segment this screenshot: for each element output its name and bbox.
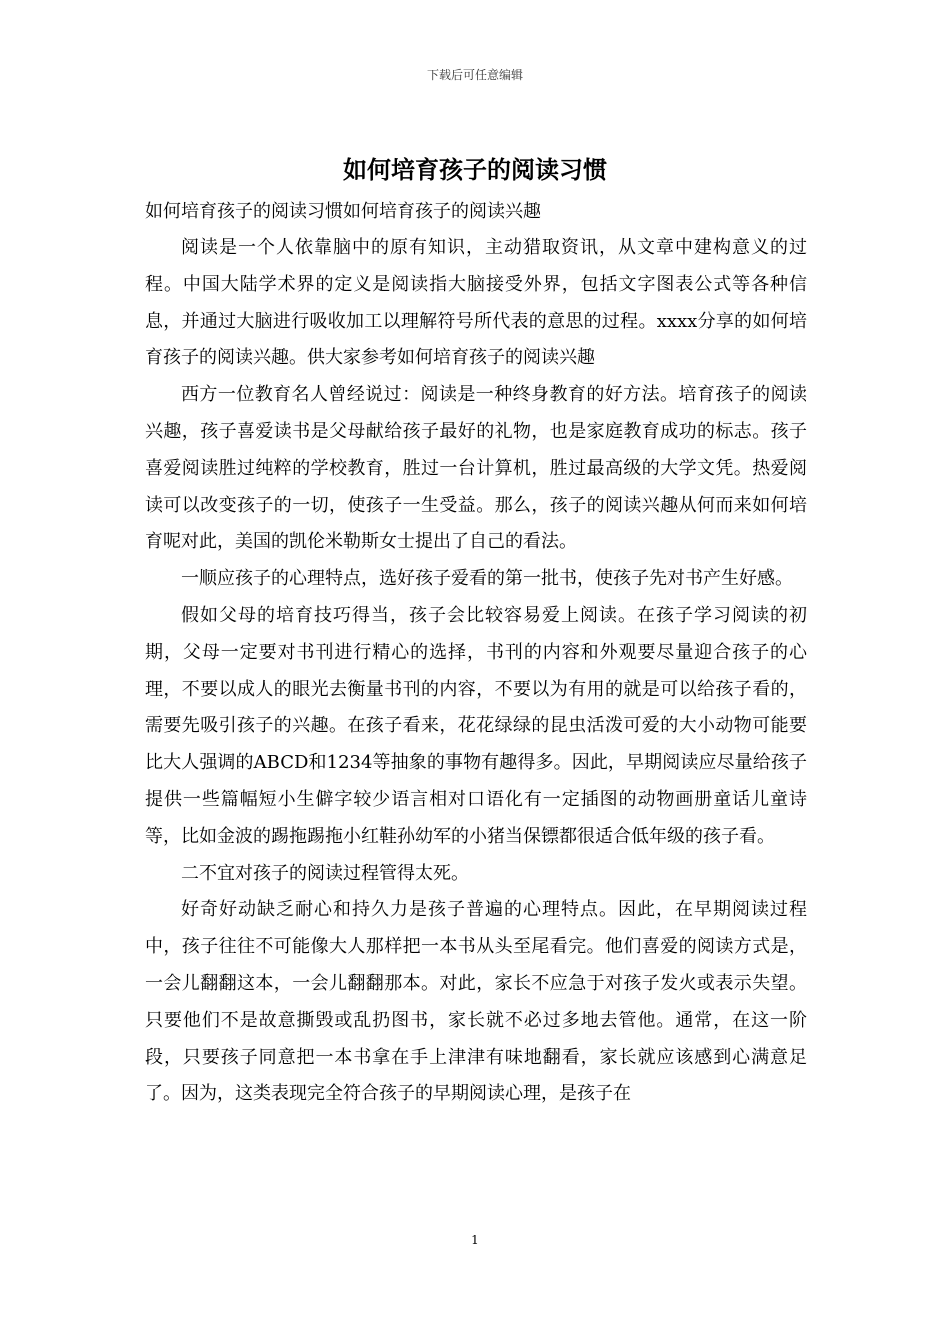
paragraph-6: 好奇好动缺乏耐心和持久力是孩子普遍的心理特点。因此，在早期阅读过程中，孩子往往不可能像大人那样把一本书从头至尾看完。他们喜爱的阅读方式是，一会儿翻翻这本，一会儿翻翻那本。对此，家长不应急于对孩子发火或表示失望。只要他们不是故意撕毁或乱扔图书，家长就不必过多地去管他。通常，在这一阶段，只要孩子同意把一本书拿在手上津津有味地翻看，家长就应该感到心满意足了。因为，这类表现完全符合孩子的早期阅读心理，是孩子在 xyxy=(145,899,807,1105)
paragraph-4: 假如父母的培育技巧得当，孩子会比较容易爱上阅读。在孩子学习阅读的初期，父母一定要对书刊进行精心的选择，书刊的内容和外观要尽量迎合孩子的心理，不要以成人的眼光去衡量书刊的内容，不要以为有用的就是可以给孩子看的，需要先吸引孩子的兴趣。在孩子看来，花花绿绿的昆虫活泼可爱的大小动物可能要比大人强调的ABCD和1234等抽象的事物有趣得多。因此，早期阅读应尽量给孩子提供一些篇幅短小生僻字较少语言相对口语化有一定插图的动物画册童话儿童诗等，比如金波的踢拖踢拖小红鞋孙幼军的小猪当保镖都很适合低年级的孩子看。 xyxy=(145,604,807,847)
paragraph-1: 阅读是一个人依靠脑中的原有知识，主动猎取资讯，从文章中建构意义的过程。中国大陆学术界的定义是阅读指大脑接受外界，包括文字图表公式等各种信息，并通过大脑进行吸收加工以理解符号所代表的意思的过程。xxxx分享的如何培育孩子的阅读兴趣。供大家参考如何培育孩子的阅读兴趣 xyxy=(145,237,807,369)
paragraph-3: 一顺应孩子的心理特点，选好孩子爱看的第一批书，使孩子先对书产生好感。 xyxy=(181,568,793,590)
paragraph-2: 西方一位教育名人曾经说过：阅读是一种终身教育的好方法。培育孩子的阅读兴趣，孩子喜爱读书是父母献给孩子最好的礼物，也是家庭教育成功的标志。孩子喜爱阅读胜过纯粹的学校教育，胜过一台计算机，胜过最高级的大学文凭。热爱阅读可以改变孩子的一切，使孩子一生受益。那么，孩子的阅读兴趣从何而来如何培育呢对此，美国的凯伦米勒斯女士提出了自己的看法。 xyxy=(145,384,807,553)
page-header: 下载后可任意编辑 xyxy=(426,68,523,82)
document-subtitle: 如何培育孩子的阅读习惯如何培育孩子的阅读兴趣 xyxy=(145,201,541,222)
paragraph-5: 二不宜对孩子的阅读过程管得太死。 xyxy=(181,862,469,884)
document-body xyxy=(145,194,807,1113)
page-number: 1 xyxy=(471,1233,479,1247)
document-title: 如何培育孩子的阅读习惯 xyxy=(343,155,607,184)
